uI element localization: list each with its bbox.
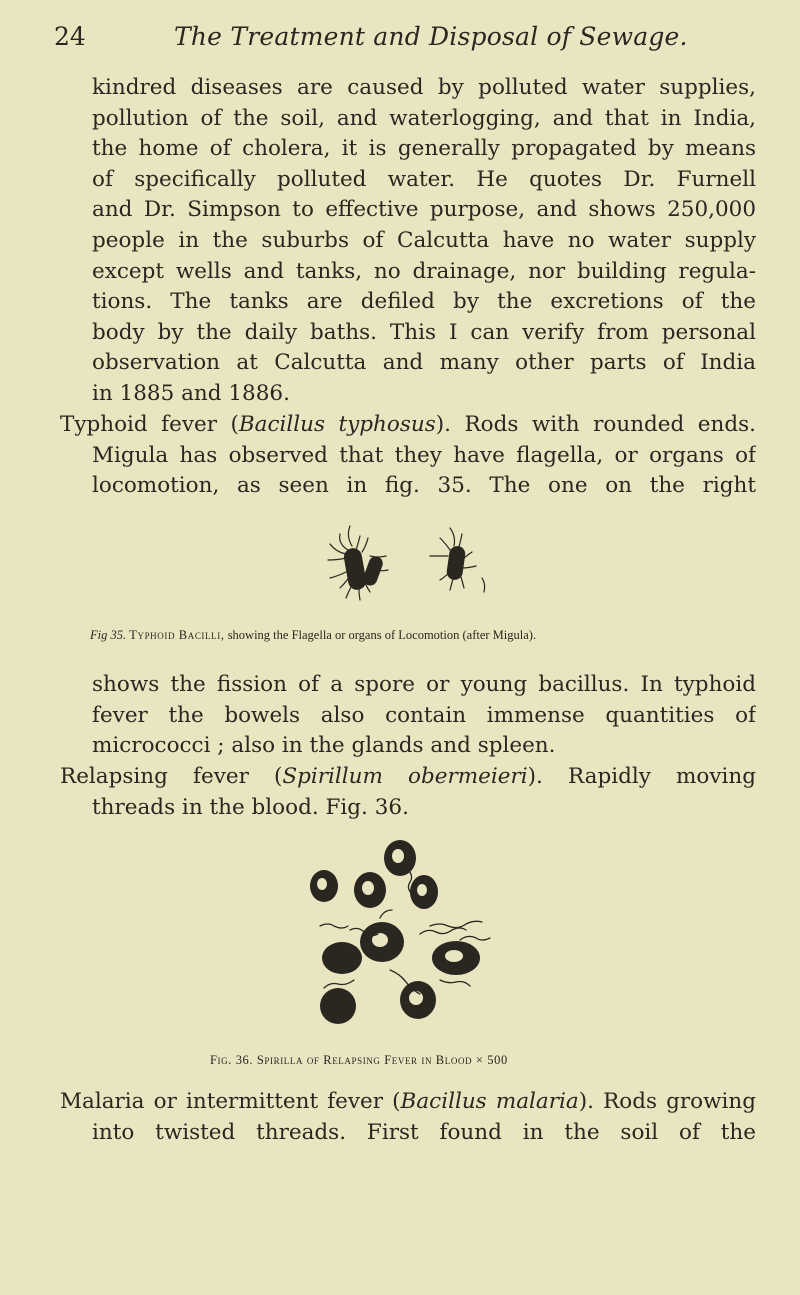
paragraph-fission [92,670,756,762]
text-line: kindred diseases are caused by polluted water supplies, [92,75,756,100]
typhoid-pre: Typhoid fever ( [60,412,239,437]
running-head-title: The Treatment and Disposal of Sewage. [174,22,688,51]
text-line: micrococci ; also in the glands and spleen. [92,733,556,759]
text-line: observation at Calcutta and many other parts of India [92,350,756,376]
text-line: into twisted threads. First found in the soil of the [92,1119,756,1145]
text-line: in 1885 and 1886. [92,380,290,406]
relapsing-species: Spirillum obermeieri [282,764,528,789]
text-line: pollution of the soil, and waterlogging, and that in India, [92,105,756,131]
page-number: 24 [54,22,86,51]
text-line [60,1087,756,1118]
text-line: threads in the blood. Fig. 36. [92,794,409,820]
text-line: body by the daily baths. This I can verify from personal [92,319,756,345]
text-line: shows the fission of a spore or young bacillus. In typhoid [92,672,756,697]
fig35-caption-smallcaps: Typhoid Bacilli, [129,628,225,642]
paragraph-cholera [92,73,756,410]
text-line: fever the bowels also contain immense quantities of [92,702,756,728]
fig35-caption-lead: Fig 35. [90,628,127,642]
typhoid-post: ). Rods with rounded ends. [435,412,756,437]
figure-36-spirilla [290,830,520,1045]
relapsing-pre: Relapsing fever ( [60,764,283,789]
malaria-pre: Malaria or intermittent fever ( [60,1089,401,1114]
paragraph-malaria [60,1087,756,1148]
text-line: except wells and tanks, no drainage, nor building regula- [92,258,756,284]
text-line: the home of cholera, it is generally propagated by means [92,136,756,162]
typhoid-species: Bacillus typhosus [238,412,436,437]
paragraph-typhoid [60,410,756,502]
text-line [60,410,756,441]
malaria-species: Bacillus malaria [400,1089,579,1114]
text-line: of specifically polluted water. He quotes Dr. Furnell [92,166,756,192]
text-line: Migula has observed that they have flagella, or organs of [92,442,756,468]
text-line: and Dr. Simpson to effective purpose, and shows 250,000 [92,197,756,223]
text-line: tions. The tanks are defiled by the excretions of the [92,289,756,315]
figure-35-typhoid-bacilli [300,516,500,626]
malaria-post: ). Rods growing [578,1089,756,1114]
fig36-caption-text: Fig. 36. Spirilla of Relapsing Fever in Blood × 500 [210,1053,508,1067]
running-head [54,22,754,62]
paragraph-relapsing [60,762,756,823]
text-line: locomotion, as seen in fig. 35. The one on the right [92,473,756,499]
fig35-caption-rest: showing the Flagella or organs of Locomotion (after Migula). [227,628,537,642]
figure-36-caption [210,1053,800,1068]
figure-35-caption [90,628,730,643]
text-line: people in the suburbs of Calcutta have no water supply [92,227,756,253]
relapsing-post: ). Rapidly moving [527,764,756,789]
text-line [60,762,756,793]
